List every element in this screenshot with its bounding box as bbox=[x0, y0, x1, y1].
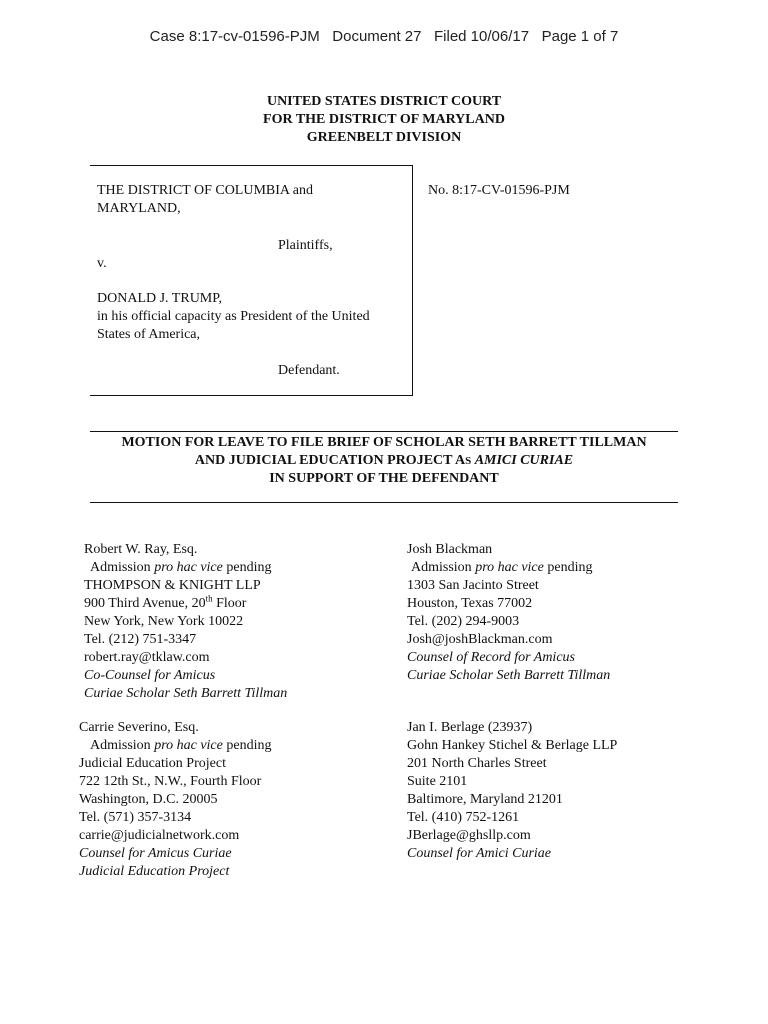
plaintiffs-label: Plaintiffs, bbox=[278, 238, 333, 253]
defendant-name: DONALD J. TRUMP, bbox=[97, 291, 222, 306]
counsel-block-blackman bbox=[407, 541, 610, 685]
email: carrie@judicialnetwork.com bbox=[79, 828, 240, 843]
counsel-role: Counsel for Amicus Curiae bbox=[79, 846, 232, 861]
page-indicator: Page 1 of 7 bbox=[541, 28, 619, 45]
address-line: 900 Third Avenue, 20th Floor bbox=[84, 593, 247, 611]
address-line: Houston, Texas 77002 bbox=[407, 596, 533, 611]
admission-status: Admission pro hac vice pending bbox=[90, 560, 272, 575]
motion-line-3: IN SUPPORT OF THE DEFENDANT bbox=[269, 471, 499, 486]
email: JBerlage@ghsllp.com bbox=[407, 828, 531, 843]
address-line: Suite 2101 bbox=[407, 774, 468, 789]
court-title bbox=[0, 93, 768, 147]
address-line: Baltimore, Maryland 21201 bbox=[407, 792, 563, 807]
motion-line-2-text: AND JUDICIAL EDUCATION PROJECT A bbox=[194, 453, 466, 468]
defendant-label: Defendant. bbox=[278, 363, 340, 378]
court-line-3: GREENBELT DIVISION bbox=[306, 130, 462, 145]
motion-title bbox=[90, 434, 678, 488]
address-line: 201 North Charles Street bbox=[407, 756, 547, 771]
motion-top-rule bbox=[90, 431, 678, 432]
firm-name: Gohn Hankey Stichel & Berlage LLP bbox=[407, 738, 618, 753]
case-number-header: Case 8:17-cv-01596-PJM bbox=[149, 28, 320, 45]
court-line-2: FOR THE DISTRICT OF MARYLAND bbox=[263, 112, 505, 127]
telephone: Tel. (571) 357-3134 bbox=[79, 810, 192, 825]
counsel-role: Co-Counsel for Amicus bbox=[84, 668, 216, 683]
plaintiffs-line-2: MARYLAND, bbox=[97, 201, 181, 216]
counsel-name: Carrie Severino, Esq. bbox=[79, 720, 199, 735]
versus: v. bbox=[97, 256, 107, 271]
counsel-block-severino bbox=[79, 719, 271, 881]
filed-date: Filed 10/06/17 bbox=[434, 28, 530, 45]
email: Josh@joshBlackman.com bbox=[407, 632, 553, 647]
filing-header bbox=[0, 28, 768, 45]
document-number: Document 27 bbox=[332, 28, 422, 45]
plaintiffs-line-1: THE DISTRICT OF COLUMBIA and bbox=[97, 183, 313, 198]
counsel-role: Counsel for Amici Curiae bbox=[407, 846, 552, 861]
counsel-role: Judicial Education Project bbox=[79, 864, 230, 879]
address-line: New York, New York 10022 bbox=[84, 614, 244, 629]
telephone: Tel. (202) 294-9003 bbox=[407, 614, 520, 629]
case-number: No. 8:17-CV-01596-PJM bbox=[428, 183, 570, 198]
motion-bottom-rule bbox=[90, 502, 678, 503]
counsel-block-berlage bbox=[407, 719, 617, 863]
counsel-role: Curiae Scholar Seth Barrett Tillman bbox=[407, 668, 611, 683]
defendant-description-2: States of America, bbox=[97, 327, 201, 342]
telephone: Tel. (212) 751-3347 bbox=[84, 632, 197, 647]
address-line: 1303 San Jacinto Street bbox=[407, 578, 539, 593]
address-line: Washington, D.C. 20005 bbox=[79, 792, 218, 807]
motion-line-1: MOTION FOR LEAVE TO FILE BRIEF OF SCHOLAR SETH BARRETT TILLMAN bbox=[121, 435, 647, 450]
court-line-1: UNITED STATES DISTRICT COURT bbox=[266, 94, 502, 109]
counsel-role: Counsel of Record for Amicus bbox=[407, 650, 575, 665]
amici-curiae: AMICI CURIAE bbox=[474, 453, 574, 468]
telephone: Tel. (410) 752-1261 bbox=[407, 810, 520, 825]
defendant-description-1: in his official capacity as President of the United bbox=[97, 309, 370, 324]
motion-line-2 bbox=[90, 452, 678, 470]
firm-name: THOMPSON & KNIGHT LLP bbox=[84, 578, 261, 593]
counsel-name: Josh Blackman bbox=[407, 542, 493, 557]
address-line: 722 12th St., N.W., Fourth Floor bbox=[79, 774, 262, 789]
counsel-role: Curiae Scholar Seth Barrett Tillman bbox=[84, 686, 288, 701]
email: robert.ray@tklaw.com bbox=[84, 650, 210, 665]
motion-line-2-small: S bbox=[465, 455, 472, 467]
counsel-name: Robert W. Ray, Esq. bbox=[84, 542, 198, 557]
counsel-block-ray bbox=[84, 541, 287, 703]
organization: Judicial Education Project bbox=[79, 756, 226, 771]
admission-status: Admission pro hac vice pending bbox=[411, 560, 593, 575]
counsel-name: Jan I. Berlage (23937) bbox=[407, 720, 533, 735]
admission-status: Admission pro hac vice pending bbox=[90, 738, 272, 753]
